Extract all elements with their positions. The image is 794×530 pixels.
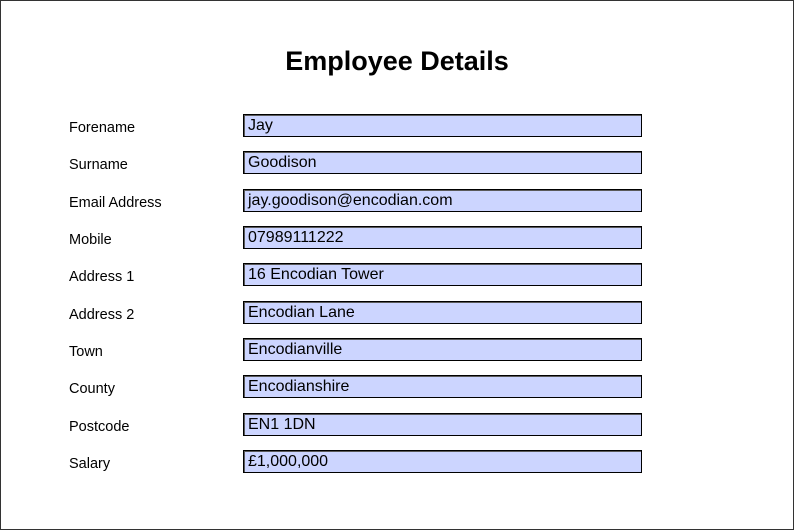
form-row-postcode bbox=[1, 413, 793, 437]
mobile-field[interactable]: 07989111222 bbox=[243, 226, 642, 249]
forename-field[interactable]: Jay bbox=[243, 114, 642, 137]
address-1-label: Address 1 bbox=[69, 269, 135, 285]
form-row-address-2 bbox=[1, 301, 793, 325]
salary-label: Salary bbox=[69, 456, 111, 472]
form-row-surname bbox=[1, 151, 793, 175]
town-label: Town bbox=[69, 344, 103, 360]
form-row-salary bbox=[1, 450, 793, 474]
form-row-county bbox=[1, 375, 793, 399]
postcode-label: Postcode bbox=[69, 419, 130, 435]
county-field[interactable]: Encodianshire bbox=[243, 375, 642, 398]
forename-label: Forename bbox=[69, 120, 136, 136]
mobile-label: Mobile bbox=[69, 232, 112, 248]
form-row-mobile bbox=[1, 226, 793, 250]
form-row-forename bbox=[1, 114, 793, 138]
address-2-field[interactable]: Encodian Lane bbox=[243, 301, 642, 324]
county-label: County bbox=[69, 381, 115, 397]
postcode-field[interactable]: EN1 1DN bbox=[243, 413, 642, 436]
surname-label: Surname bbox=[69, 157, 128, 173]
form-title: Employee Details bbox=[285, 46, 509, 76]
address-2-label: Address 2 bbox=[69, 307, 135, 323]
address-1-field[interactable]: 16 Encodian Tower bbox=[243, 263, 642, 286]
salary-field[interactable]: £1,000,000 bbox=[243, 450, 642, 473]
surname-field[interactable]: Goodison bbox=[243, 151, 642, 174]
form-row-address-1 bbox=[1, 263, 793, 287]
email-address-label: Email Address bbox=[69, 195, 162, 211]
form-row-town bbox=[1, 338, 793, 362]
form-row-email bbox=[1, 189, 793, 213]
town-field[interactable]: Encodianville bbox=[243, 338, 642, 361]
email-address-field[interactable]: jay.goodison@encodian.com bbox=[243, 189, 642, 212]
